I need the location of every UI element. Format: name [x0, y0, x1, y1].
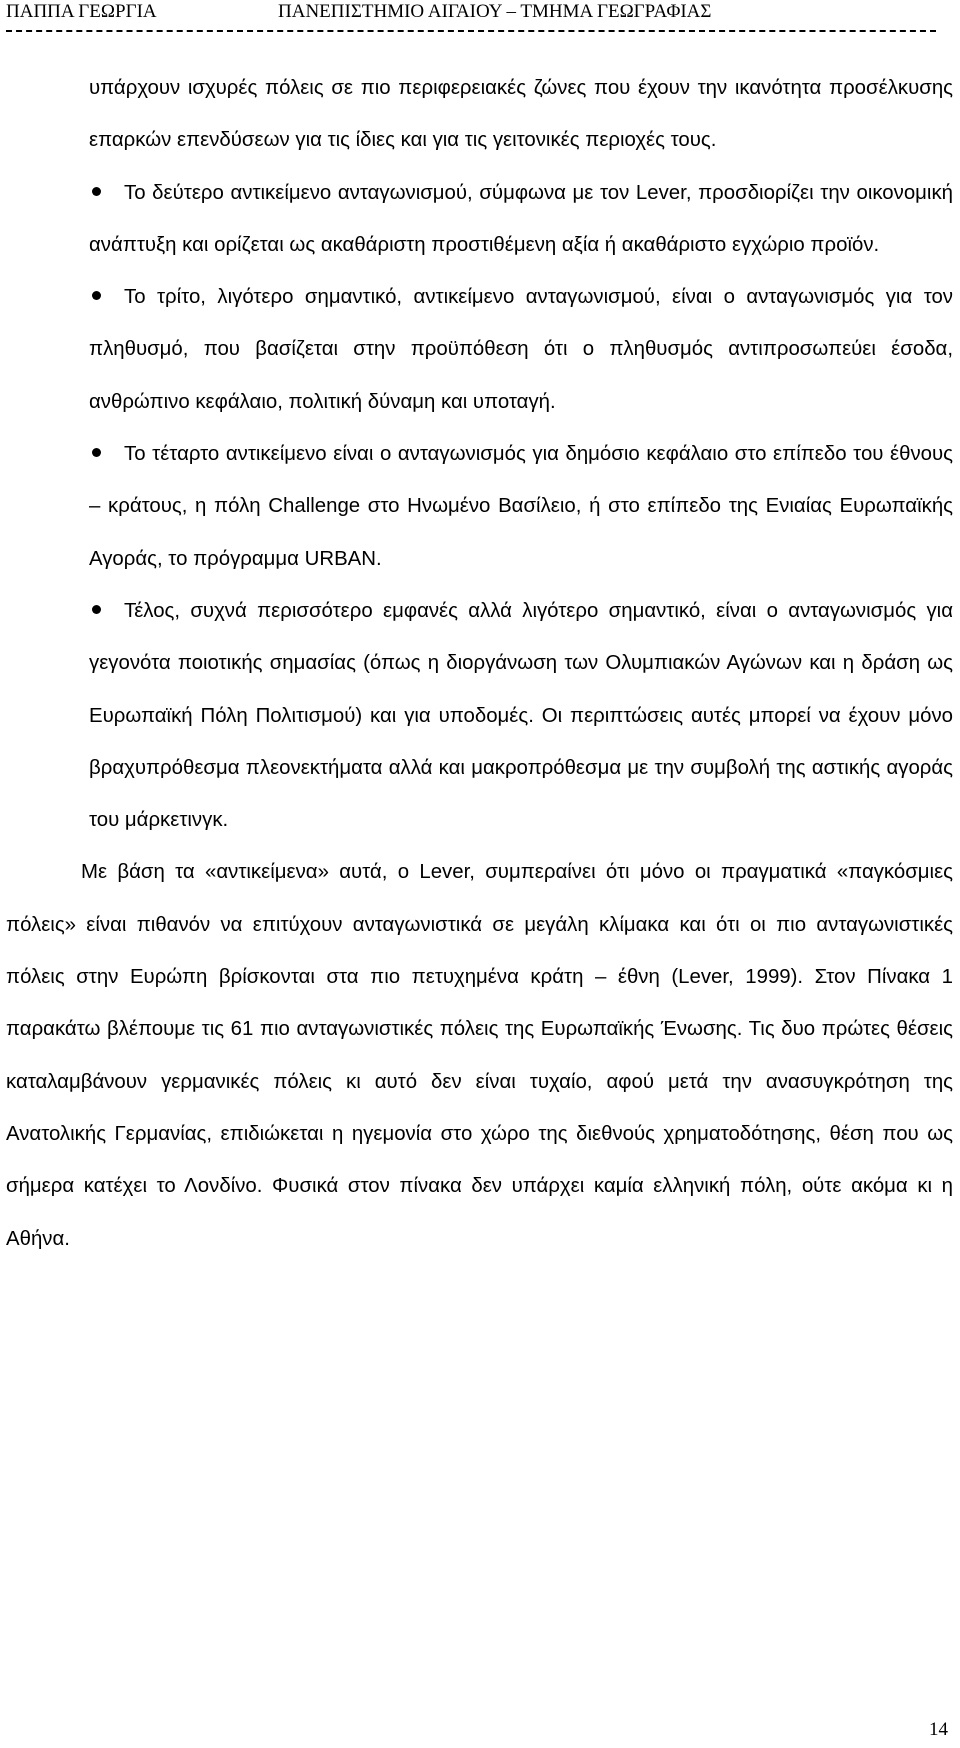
- running-header: [6, 0, 954, 24]
- page-body: [6, 62, 953, 1265]
- bullet-icon: [92, 271, 112, 323]
- closing-paragraph: Με βάση τα «αντικείμενα» αυτά, ο Lever, συμπεραίνει ότι μόνο οι πραγματικά «παγκόσμιες πόλεις» είναι πιθανόν να επιτύχουν ανταγωνιστικά σε μεγάλη κλίμακα και ότι οι πιο ανταγωνιστικές πόλεις στην Ευρώπη βρίσκονται στα πιο πετυχημένα κράτη – έθνη (Lever, 1999). Στον Πίνακα 1 παρακάτω βλέπουμε τις 61 πιο ανταγωνιστικές πόλεις της Ευρωπαϊκής Ένωσης. Τις δυο πρώτες θέσεις καταλαμβάνουν γερμανικές πόλεις κι αυτό δεν είναι τυχαίο, αφού μετά την ανασυγκρότηση της Ανατολικής Γερμανίας, επιδιώκεται η ηγεμονία στο χώρο της διεθνούς χρηματοδότησης, θέση που ως σήμερα κατέχει το Λονδίνο. Φυσικά στον πίνακα δεν υπάρχει καμία ελληνική πόλη, ούτε ακόμα κι η Αθήνα.: [6, 861, 953, 1250]
- list-item-text: Το δεύτερο αντικείμενο ανταγωνισμού, σύμφωνα με τον Lever, προσδιορίζει την οικονομική ανάπτυξη και ορίζεται ως ακαθάριστη προστιθέμενη αξία ή ακαθάριστο εγχώριο προϊόν.: [89, 181, 953, 256]
- list-item: [6, 167, 953, 272]
- list-item-text: Το τέταρτο αντικείμενο είναι ο ανταγωνισμός για δημόσιο κεφάλαιο στο επίπεδο του έθνους – κράτους, η πόλη Challenge στο Ηνωμένο Βασίλειο, ή στο επίπεδο της Ενιαίας Ευρωπαϊκής Αγοράς, το πρόγραμμα URBAN.: [89, 443, 953, 570]
- list-item: [6, 585, 953, 846]
- bullet-icon: [92, 428, 112, 480]
- continuation-paragraph: υπάρχουν ισχυρές πόλεις σε πιο περιφερειακές ζώνες που έχουν την ικανότητα προσέλκυσης επαρκών επενδύσεων για τις ίδιες και για τις γειτονικές περιοχές τους.: [89, 77, 953, 152]
- bullet-icon: [92, 585, 112, 637]
- list-item-text: Τέλος, συχνά περισσότερο εμφανές αλλά λιγότερο σημαντικό, είναι ο ανταγωνισμός για γεγονότα ποιοτικής σημασίας (όπως η διοργάνωση των Ολυμπιακών Αγώνων και η δράση ως Ευρωπαϊκή Πόλη Πολιτισμού) και για υποδομές. Οι περιπτώσεις αυτές μπορεί να έχουν μόνο βραχυπρόθεσμα πλεονεκτήματα αλλά και μακροπρόθεσμα με την συμβολή της αστικής αγοράς του μάρκετινγκ.: [89, 599, 953, 832]
- header-institution: ΠΑΝΕΠΙΣΤΗΜΙΟ ΑΙΓΑΙΟΥ – ΤΜΗΜΑ ΓΕΩΓΡΑΦΙΑΣ: [278, 1, 712, 22]
- page-number: 14: [929, 1719, 948, 1740]
- bullet-icon: [92, 167, 112, 219]
- header-author: ΠΑΠΠΑ ΓΕΩΡΓΙΑ: [6, 1, 157, 22]
- list-item: [6, 428, 953, 585]
- header-divider: [6, 30, 936, 32]
- list-item: [6, 271, 953, 428]
- list-item-text: Το τρίτο, λιγότερο σημαντικό, αντικείμενο ανταγωνισμού, είναι ο ανταγωνισμός για τον πληθυσμό, που βασίζεται στην προϋπόθεση ότι ο πληθυσμός αντιπροσωπεύει έσοδα, ανθρώπινο κεφάλαιο, πολιτική δύναμη και υποταγή.: [89, 286, 953, 413]
